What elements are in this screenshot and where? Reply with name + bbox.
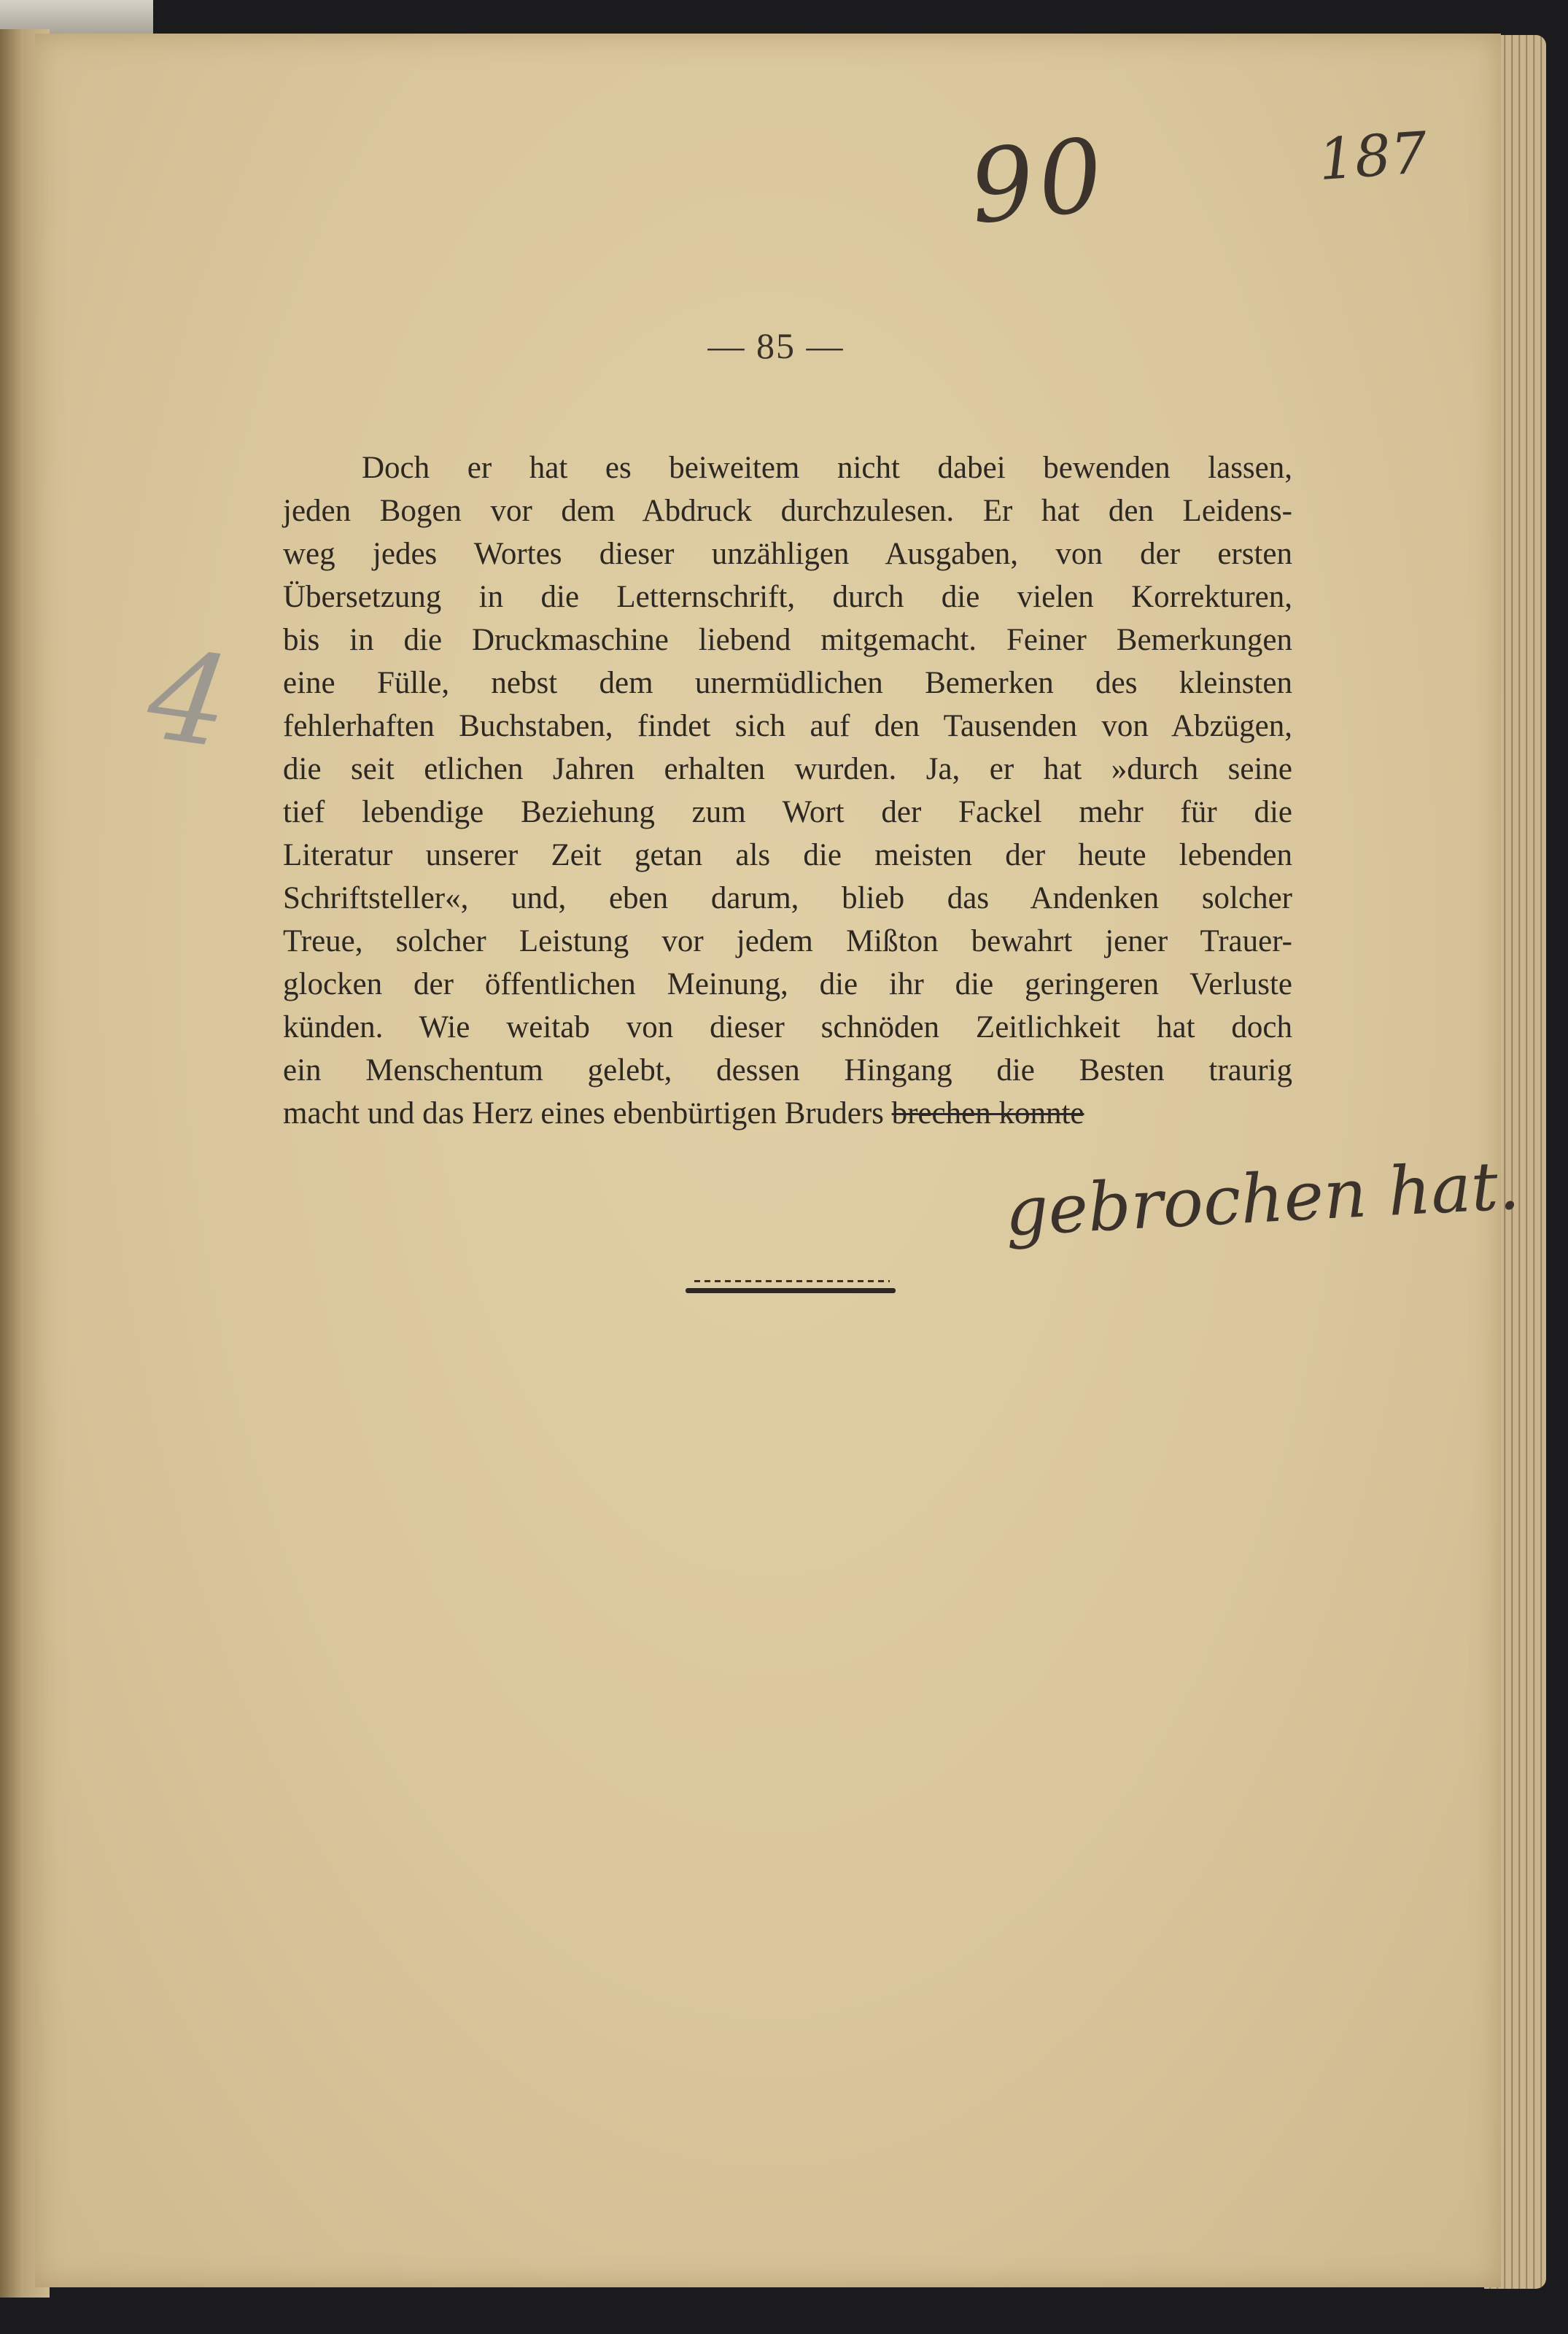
ornament-dashes xyxy=(694,1280,890,1282)
page-number: — 85 — xyxy=(707,325,845,366)
text-line: künden. Wie weitab von dieser schnöden Zeitlichkeit hat doch xyxy=(283,1010,1292,1044)
text-line: Doch er hat es beiweitem nicht dabei bewenden lassen, xyxy=(362,451,1292,485)
text-line: bis in die Druckmaschine liebend mitgemacht. Feiner Bemerkungen xyxy=(283,623,1292,657)
body-text xyxy=(283,446,1292,1135)
text-line: ein Menschentum gelebt, dessen Hingang die Besten traurig xyxy=(283,1053,1292,1087)
handwritten-page-number: 90 xyxy=(964,115,1113,247)
last-line-text: macht und das Herz eines ebenbürtigen Bruders xyxy=(283,1096,884,1131)
text-line: Literatur unserer Zeit getan als die meisten der heute lebenden xyxy=(283,838,1292,872)
text-line-last xyxy=(283,1092,1292,1135)
struck-text: brechen konnte xyxy=(891,1096,1084,1131)
handwritten-correction: gebrochen hat. xyxy=(1003,1146,1521,1252)
text-line: Übersetzung in die Letternschrift, durch die vielen Korrekturen, xyxy=(283,580,1292,614)
text-line: fehlerhaften Buchstaben, findet sich auf den Tausenden von Abzügen, xyxy=(283,709,1292,743)
text-line: Schriftsteller«, und, eben darum, blieb das Andenken solcher xyxy=(283,881,1292,915)
text-line: die seit etlichen Jahren erhalten wurden. Ja, er hat »durch seine xyxy=(283,752,1292,786)
text-line: tief lebendige Beziehung zum Wort der Fackel mehr für die xyxy=(283,795,1292,829)
handwritten-corner-number: 187 xyxy=(1316,120,1429,194)
text-line: jeden Bogen vor dem Abdruck durchzulesen. Er hat den Leidens- xyxy=(283,494,1292,528)
closing-rule xyxy=(686,1288,896,1293)
text-line: eine Fülle, nebst dem unermüdlichen Bemerken des kleinsten xyxy=(283,666,1292,700)
text-line: Treue, solcher Leistung vor jedem Mißton bewahrt jener Trauer- xyxy=(283,924,1292,958)
text-line: weg jedes Wortes dieser unzähligen Ausgaben, von der ersten xyxy=(283,537,1292,571)
margin-pencil-mark: 4 xyxy=(139,622,238,777)
text-line: glocken der öffentlichen Meinung, die ihr die geringeren Verluste xyxy=(283,967,1292,1001)
